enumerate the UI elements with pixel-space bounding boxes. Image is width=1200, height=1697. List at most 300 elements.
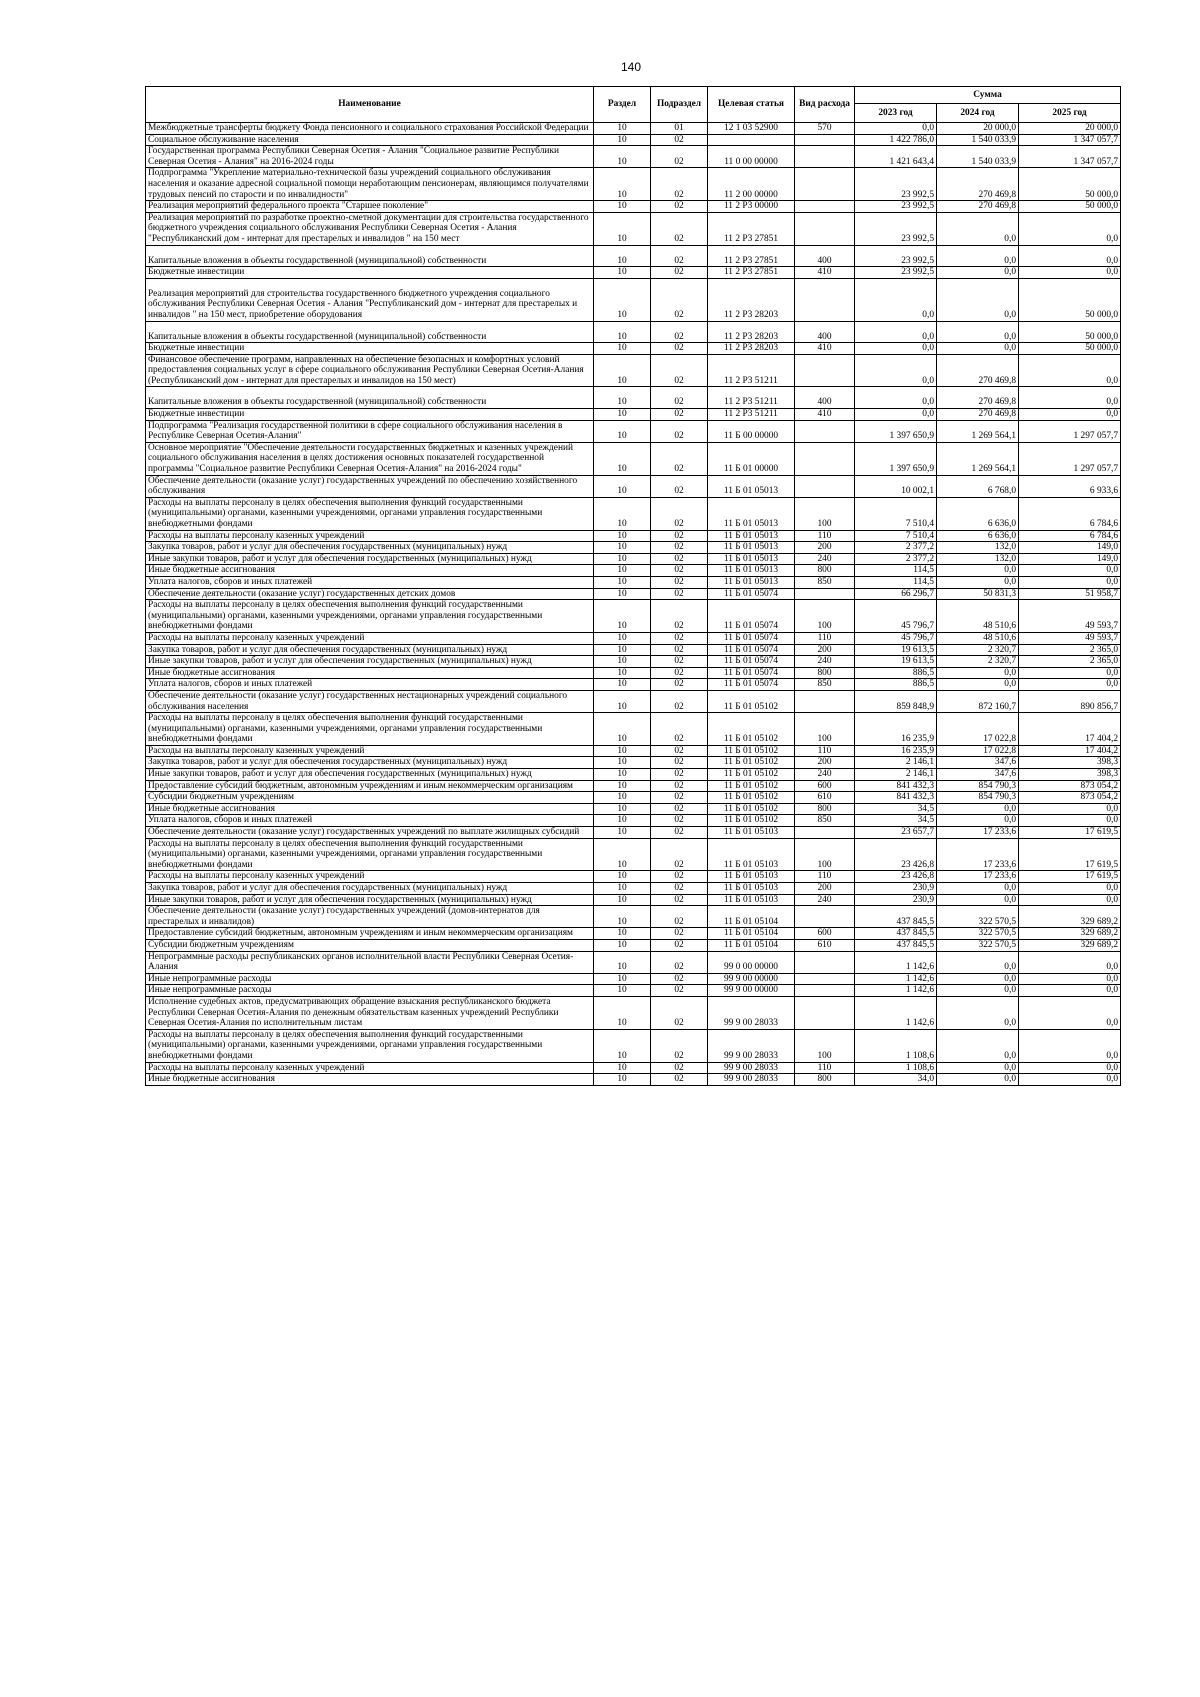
cell-podrazdel: 02 bbox=[651, 883, 708, 895]
cell-name: Субсидии бюджетным учреждениям bbox=[146, 939, 594, 951]
cell-2023: 23 992,5 bbox=[855, 201, 937, 213]
cell-2025: 0,0 bbox=[1019, 1062, 1121, 1074]
cell-2023: 19 613,5 bbox=[855, 644, 937, 656]
cell-2023: 1 397 650,9 bbox=[855, 420, 937, 442]
cell-2025: 0,0 bbox=[1019, 565, 1121, 577]
cell-podrazdel: 02 bbox=[651, 769, 708, 781]
cell-podrazdel: 02 bbox=[651, 679, 708, 691]
cell-vid: 400 bbox=[795, 387, 855, 409]
cell-2024: 0,0 bbox=[937, 1074, 1019, 1086]
cell-vid bbox=[795, 168, 855, 201]
table-row bbox=[146, 632, 1121, 644]
cell-2023: 886,5 bbox=[855, 667, 937, 679]
table-row bbox=[146, 442, 1121, 475]
cell-podrazdel: 02 bbox=[651, 278, 708, 321]
header-vid: Вид расхода bbox=[795, 87, 855, 123]
table-row bbox=[146, 656, 1121, 668]
cell-2025: 6 933,6 bbox=[1019, 475, 1121, 497]
cell-razdel: 10 bbox=[594, 134, 651, 146]
cell-vid bbox=[795, 588, 855, 600]
cell-podrazdel: 02 bbox=[651, 632, 708, 644]
cell-2025: 0,0 bbox=[1019, 667, 1121, 679]
cell-article: 11 Б 01 05102 bbox=[708, 757, 795, 769]
cell-vid: 200 bbox=[795, 757, 855, 769]
table-row bbox=[146, 939, 1121, 951]
cell-article: 99 9 00 28033 bbox=[708, 1074, 795, 1086]
cell-article: 11 Б 01 05102 bbox=[708, 792, 795, 804]
table-row bbox=[146, 134, 1121, 146]
cell-vid: 400 bbox=[795, 245, 855, 267]
cell-2023: 1 108,6 bbox=[855, 1062, 937, 1074]
cell-podrazdel: 02 bbox=[651, 343, 708, 355]
cell-razdel: 10 bbox=[594, 212, 651, 245]
cell-2025: 0,0 bbox=[1019, 245, 1121, 267]
cell-razdel: 10 bbox=[594, 278, 651, 321]
cell-podrazdel: 02 bbox=[651, 827, 708, 839]
cell-2023: 23 992,5 bbox=[855, 212, 937, 245]
cell-2025: 0,0 bbox=[1019, 985, 1121, 997]
table-row bbox=[146, 792, 1121, 804]
cell-name: Иные бюджетные ассигнования bbox=[146, 803, 594, 815]
cell-2024: 1 269 564,1 bbox=[937, 442, 1019, 475]
cell-vid: 200 bbox=[795, 542, 855, 554]
cell-2025: 1 347 057,7 bbox=[1019, 146, 1121, 168]
table-row bbox=[146, 883, 1121, 895]
cell-name: Закупка товаров, работ и услуг для обеспечения государственных (муниципальных) нужд bbox=[146, 883, 594, 895]
cell-vid: 240 bbox=[795, 769, 855, 781]
cell-name: Расходы на выплаты персоналу казенных учреждений bbox=[146, 1062, 594, 1074]
cell-article: 11 Б 01 05013 bbox=[708, 497, 795, 530]
cell-article: 11 Б 00 00000 bbox=[708, 420, 795, 442]
cell-2025: 17 619,5 bbox=[1019, 871, 1121, 883]
table-row bbox=[146, 576, 1121, 588]
table-row bbox=[146, 827, 1121, 839]
cell-article: 11 Б 01 05104 bbox=[708, 928, 795, 940]
cell-2023: 1 108,6 bbox=[855, 1029, 937, 1062]
cell-2023: 114,5 bbox=[855, 565, 937, 577]
cell-podrazdel: 02 bbox=[651, 973, 708, 985]
cell-2025: 1 297 057,7 bbox=[1019, 442, 1121, 475]
cell-podrazdel: 02 bbox=[651, 644, 708, 656]
cell-2024: 0,0 bbox=[937, 576, 1019, 588]
cell-article: 11 Б 01 05103 bbox=[708, 894, 795, 906]
cell-vid: 610 bbox=[795, 792, 855, 804]
cell-2023: 1 142,6 bbox=[855, 996, 937, 1029]
cell-2023: 1 421 643,4 bbox=[855, 146, 937, 168]
cell-2025: 0,0 bbox=[1019, 951, 1121, 973]
cell-podrazdel: 02 bbox=[651, 815, 708, 827]
cell-2023: 2 146,1 bbox=[855, 769, 937, 781]
table-row bbox=[146, 267, 1121, 279]
cell-razdel: 10 bbox=[594, 1074, 651, 1086]
cell-2025: 149,0 bbox=[1019, 542, 1121, 554]
table-row bbox=[146, 667, 1121, 679]
cell-name: Расходы на выплаты персоналу казенных учреждений bbox=[146, 871, 594, 883]
cell-2024: 0,0 bbox=[937, 278, 1019, 321]
cell-vid: 100 bbox=[795, 600, 855, 633]
cell-2025: 17 404,2 bbox=[1019, 745, 1121, 757]
cell-vid: 800 bbox=[795, 803, 855, 815]
cell-name: Расходы на выплаты персоналу в целях обеспечения выполнения функций государственными (муниципальными) органами, казенными учреждениями, органами управления государственными внебюджетными фондами bbox=[146, 1029, 594, 1062]
cell-razdel: 10 bbox=[594, 588, 651, 600]
cell-name: Государственная программа Республики Северная Осетия - Алания "Социальное развитие Республики Северная Осетия - Алания" на 2016-2024 годы bbox=[146, 146, 594, 168]
table-row bbox=[146, 1074, 1121, 1086]
cell-2023: 0,0 bbox=[855, 387, 937, 409]
cell-podrazdel: 02 bbox=[651, 906, 708, 928]
cell-2024: 270 469,8 bbox=[937, 168, 1019, 201]
cell-article: 11 Б 01 05103 bbox=[708, 827, 795, 839]
cell-podrazdel: 02 bbox=[651, 939, 708, 951]
cell-name: Социальное обслуживание населения bbox=[146, 134, 594, 146]
cell-2025: 329 689,2 bbox=[1019, 939, 1121, 951]
cell-vid: 800 bbox=[795, 565, 855, 577]
cell-2024: 2 320,7 bbox=[937, 656, 1019, 668]
cell-name: Иные закупки товаров, работ и услуг для обеспечения государственных (муниципальных) нужд bbox=[146, 894, 594, 906]
cell-name: Капитальные вложения в объекты государственной (муниципальной) собственности bbox=[146, 321, 594, 343]
cell-name: Межбюджетные трансферты бюджету Фонда пенсионного и социального страхования Российской Федерации bbox=[146, 123, 594, 135]
cell-name: Бюджетные инвестиции bbox=[146, 409, 594, 421]
cell-vid bbox=[795, 996, 855, 1029]
cell-podrazdel: 02 bbox=[651, 321, 708, 343]
cell-razdel: 10 bbox=[594, 321, 651, 343]
cell-name: Обеспечение деятельности (оказание услуг) государственных учреждений по обеспечению хозяйственного обслуживания bbox=[146, 475, 594, 497]
cell-name: Уплата налогов, сборов и иных платежей bbox=[146, 815, 594, 827]
cell-2024: 270 469,8 bbox=[937, 201, 1019, 213]
table-row bbox=[146, 530, 1121, 542]
cell-2025: 0,0 bbox=[1019, 883, 1121, 895]
cell-podrazdel: 02 bbox=[651, 745, 708, 757]
cell-name: Обеспечение деятельности (оказание услуг) государственных нестационарных учреждений социального обслуживания населения bbox=[146, 690, 594, 712]
cell-razdel: 10 bbox=[594, 690, 651, 712]
cell-vid bbox=[795, 690, 855, 712]
cell-razdel: 10 bbox=[594, 815, 651, 827]
cell-razdel: 10 bbox=[594, 542, 651, 554]
cell-2023: 0,0 bbox=[855, 123, 937, 135]
cell-podrazdel: 02 bbox=[651, 475, 708, 497]
cell-2023: 66 296,7 bbox=[855, 588, 937, 600]
cell-name: Субсидии бюджетным учреждениям bbox=[146, 792, 594, 804]
cell-article: 11 2 P3 51211 bbox=[708, 354, 795, 387]
cell-razdel: 10 bbox=[594, 757, 651, 769]
cell-vid bbox=[795, 354, 855, 387]
cell-razdel: 10 bbox=[594, 420, 651, 442]
cell-2023: 230,9 bbox=[855, 894, 937, 906]
cell-2023: 16 235,9 bbox=[855, 713, 937, 746]
cell-podrazdel: 02 bbox=[651, 600, 708, 633]
cell-podrazdel: 02 bbox=[651, 409, 708, 421]
cell-2023: 0,0 bbox=[855, 321, 937, 343]
cell-2025: 49 593,7 bbox=[1019, 632, 1121, 644]
cell-article: 11 2 00 00000 bbox=[708, 168, 795, 201]
cell-razdel: 10 bbox=[594, 769, 651, 781]
cell-vid bbox=[795, 212, 855, 245]
cell-razdel: 10 bbox=[594, 906, 651, 928]
cell-vid bbox=[795, 420, 855, 442]
cell-name: Непрограммные расходы республиканских органов исполнительной власти Республики Северная Осетия-Алания bbox=[146, 951, 594, 973]
cell-2023: 859 848,9 bbox=[855, 690, 937, 712]
cell-name: Реализация мероприятий для строительства государственного бюджетного учреждения социального обслуживания Республики Северная Осетия - Алания "Республиканский дом - интернат для престарелых и инвалидов " на 150 мест, приобретение оборудования bbox=[146, 278, 594, 321]
table-row bbox=[146, 803, 1121, 815]
cell-2023: 437 845,5 bbox=[855, 939, 937, 951]
cell-article: 11 Б 01 05104 bbox=[708, 906, 795, 928]
cell-article: 12 1 03 52900 bbox=[708, 123, 795, 135]
table-row bbox=[146, 409, 1121, 421]
cell-2023: 2 377,2 bbox=[855, 553, 937, 565]
cell-podrazdel: 02 bbox=[651, 1029, 708, 1062]
cell-2023: 114,5 bbox=[855, 576, 937, 588]
cell-2025: 0,0 bbox=[1019, 996, 1121, 1029]
cell-2023: 45 796,7 bbox=[855, 600, 937, 633]
table-row bbox=[146, 475, 1121, 497]
table-row bbox=[146, 815, 1121, 827]
cell-vid: 850 bbox=[795, 576, 855, 588]
page-number: 140 bbox=[620, 60, 642, 74]
cell-2023: 23 426,8 bbox=[855, 838, 937, 871]
cell-2024: 17 233,6 bbox=[937, 871, 1019, 883]
cell-2025: 149,0 bbox=[1019, 553, 1121, 565]
cell-name: Реализация мероприятий по разработке проектно-сметной документации для строительства государственного бюджетного учреждения социального обслуживания Республики Северная Осетия - Алания "Республиканский дом - интернат для престарелых и инвалидов " на 150 мест bbox=[146, 212, 594, 245]
cell-vid: 410 bbox=[795, 409, 855, 421]
cell-vid bbox=[795, 475, 855, 497]
cell-article: 11 Б 01 05013 bbox=[708, 542, 795, 554]
cell-2024: 322 570,5 bbox=[937, 928, 1019, 940]
cell-article: 11 Б 01 05013 bbox=[708, 475, 795, 497]
cell-razdel: 10 bbox=[594, 354, 651, 387]
cell-2025: 17 619,5 bbox=[1019, 838, 1121, 871]
cell-2025: 329 689,2 bbox=[1019, 906, 1121, 928]
cell-vid: 100 bbox=[795, 497, 855, 530]
cell-2025: 50 000,0 bbox=[1019, 168, 1121, 201]
table-row bbox=[146, 343, 1121, 355]
cell-2023: 23 657,7 bbox=[855, 827, 937, 839]
cell-article: 11 Б 01 05013 bbox=[708, 565, 795, 577]
table-body bbox=[146, 123, 1121, 1086]
cell-razdel: 10 bbox=[594, 123, 651, 135]
cell-razdel: 10 bbox=[594, 985, 651, 997]
table-row bbox=[146, 497, 1121, 530]
cell-podrazdel: 02 bbox=[651, 838, 708, 871]
cell-vid: 610 bbox=[795, 939, 855, 951]
cell-2025: 398,3 bbox=[1019, 769, 1121, 781]
cell-article: 11 Б 01 05102 bbox=[708, 780, 795, 792]
cell-podrazdel: 02 bbox=[651, 951, 708, 973]
table-row bbox=[146, 553, 1121, 565]
cell-razdel: 10 bbox=[594, 939, 651, 951]
cell-vid: 240 bbox=[795, 894, 855, 906]
cell-razdel: 10 bbox=[594, 871, 651, 883]
cell-2024: 17 022,8 bbox=[937, 713, 1019, 746]
cell-2023: 841 432,3 bbox=[855, 792, 937, 804]
cell-razdel: 10 bbox=[594, 656, 651, 668]
cell-vid bbox=[795, 827, 855, 839]
cell-vid: 850 bbox=[795, 679, 855, 691]
cell-2023: 1 142,6 bbox=[855, 951, 937, 973]
cell-article: 11 2 P3 27851 bbox=[708, 212, 795, 245]
cell-2024: 17 022,8 bbox=[937, 745, 1019, 757]
cell-razdel: 10 bbox=[594, 951, 651, 973]
cell-article: 11 Б 01 05104 bbox=[708, 939, 795, 951]
cell-article: 11 Б 01 05013 bbox=[708, 576, 795, 588]
cell-2023: 16 235,9 bbox=[855, 745, 937, 757]
cell-2023: 0,0 bbox=[855, 409, 937, 421]
cell-2025: 51 958,7 bbox=[1019, 588, 1121, 600]
table-row bbox=[146, 996, 1121, 1029]
cell-podrazdel: 02 bbox=[651, 780, 708, 792]
cell-vid: 600 bbox=[795, 780, 855, 792]
cell-2024: 50 831,3 bbox=[937, 588, 1019, 600]
cell-article: 11 2 P3 51211 bbox=[708, 387, 795, 409]
header-article: Целевая статья bbox=[708, 87, 795, 123]
cell-vid: 100 bbox=[795, 838, 855, 871]
cell-podrazdel: 02 bbox=[651, 757, 708, 769]
cell-vid bbox=[795, 985, 855, 997]
cell-razdel: 10 bbox=[594, 792, 651, 804]
cell-article: 11 Б 01 05074 bbox=[708, 588, 795, 600]
cell-article: 11 0 00 00000 bbox=[708, 146, 795, 168]
cell-podrazdel: 02 bbox=[651, 387, 708, 409]
cell-2024: 0,0 bbox=[937, 321, 1019, 343]
cell-2024: 0,0 bbox=[937, 679, 1019, 691]
cell-vid bbox=[795, 442, 855, 475]
cell-name: Уплата налогов, сборов и иных платежей bbox=[146, 679, 594, 691]
cell-2023: 23 992,5 bbox=[855, 267, 937, 279]
cell-2023: 437 845,5 bbox=[855, 928, 937, 940]
table-row bbox=[146, 1029, 1121, 1062]
cell-2024: 0,0 bbox=[937, 894, 1019, 906]
cell-2025: 1 347 057,7 bbox=[1019, 134, 1121, 146]
cell-podrazdel: 02 bbox=[651, 245, 708, 267]
cell-2024: 270 469,8 bbox=[937, 409, 1019, 421]
cell-2023: 23 992,5 bbox=[855, 168, 937, 201]
cell-2025: 329 689,2 bbox=[1019, 928, 1121, 940]
cell-article: 99 9 00 00000 bbox=[708, 973, 795, 985]
cell-name: Расходы на выплаты персоналу казенных учреждений bbox=[146, 745, 594, 757]
table-row bbox=[146, 679, 1121, 691]
cell-podrazdel: 02 bbox=[651, 530, 708, 542]
cell-podrazdel: 02 bbox=[651, 803, 708, 815]
cell-razdel: 10 bbox=[594, 343, 651, 355]
cell-razdel: 10 bbox=[594, 442, 651, 475]
cell-podrazdel: 02 bbox=[651, 576, 708, 588]
cell-2023: 0,0 bbox=[855, 278, 937, 321]
cell-2024: 0,0 bbox=[937, 951, 1019, 973]
cell-2025: 6 784,6 bbox=[1019, 530, 1121, 542]
cell-podrazdel: 02 bbox=[651, 996, 708, 1029]
cell-razdel: 10 bbox=[594, 168, 651, 201]
cell-2024: 322 570,5 bbox=[937, 939, 1019, 951]
cell-2025: 0,0 bbox=[1019, 815, 1121, 827]
cell-podrazdel: 02 bbox=[651, 497, 708, 530]
cell-name: Иные закупки товаров, работ и услуг для обеспечения государственных (муниципальных) нужд bbox=[146, 656, 594, 668]
cell-vid: 240 bbox=[795, 553, 855, 565]
cell-2023: 10 002,1 bbox=[855, 475, 937, 497]
cell-vid: 800 bbox=[795, 667, 855, 679]
cell-2025: 0,0 bbox=[1019, 1029, 1121, 1062]
cell-2024: 6 768,0 bbox=[937, 475, 1019, 497]
cell-2024: 0,0 bbox=[937, 803, 1019, 815]
cell-2023: 1 142,6 bbox=[855, 973, 937, 985]
cell-2025: 2 365,0 bbox=[1019, 656, 1121, 668]
cell-name: Расходы на выплаты персоналу в целях обеспечения выполнения функций государственными (муниципальными) органами, казенными учреждениями, органами управления государственными внебюджетными фондами bbox=[146, 838, 594, 871]
cell-name: Капитальные вложения в объекты государственной (муниципальной) собственности bbox=[146, 387, 594, 409]
cell-2025: 0,0 bbox=[1019, 973, 1121, 985]
cell-2025: 20 000,0 bbox=[1019, 123, 1121, 135]
cell-2025: 50 000,0 bbox=[1019, 343, 1121, 355]
cell-razdel: 10 bbox=[594, 827, 651, 839]
cell-article: 11 2 P3 27851 bbox=[708, 267, 795, 279]
cell-podrazdel: 02 bbox=[651, 201, 708, 213]
cell-razdel: 10 bbox=[594, 894, 651, 906]
header-name: Наименование bbox=[146, 87, 594, 123]
cell-razdel: 10 bbox=[594, 928, 651, 940]
cell-2024: 270 469,8 bbox=[937, 387, 1019, 409]
cell-podrazdel: 02 bbox=[651, 1062, 708, 1074]
cell-podrazdel: 02 bbox=[651, 146, 708, 168]
cell-2024: 872 160,7 bbox=[937, 690, 1019, 712]
table-row bbox=[146, 420, 1121, 442]
header-razdel: Раздел bbox=[594, 87, 651, 123]
cell-vid: 110 bbox=[795, 632, 855, 644]
cell-vid: 110 bbox=[795, 745, 855, 757]
cell-vid bbox=[795, 146, 855, 168]
cell-2024: 17 233,6 bbox=[937, 827, 1019, 839]
cell-2024: 854 790,3 bbox=[937, 792, 1019, 804]
cell-name: Закупка товаров, работ и услуг для обеспечения государственных (муниципальных) нужд bbox=[146, 542, 594, 554]
cell-vid: 800 bbox=[795, 1074, 855, 1086]
table-row bbox=[146, 565, 1121, 577]
cell-razdel: 10 bbox=[594, 713, 651, 746]
cell-vid: 850 bbox=[795, 815, 855, 827]
cell-vid: 100 bbox=[795, 1029, 855, 1062]
cell-podrazdel: 02 bbox=[651, 690, 708, 712]
cell-vid: 110 bbox=[795, 530, 855, 542]
cell-article: 11 Б 01 05102 bbox=[708, 815, 795, 827]
cell-article: 99 9 00 28033 bbox=[708, 1029, 795, 1062]
cell-2024: 0,0 bbox=[937, 883, 1019, 895]
cell-podrazdel: 02 bbox=[651, 656, 708, 668]
table-row bbox=[146, 1062, 1121, 1074]
cell-podrazdel: 02 bbox=[651, 928, 708, 940]
cell-2025: 49 593,7 bbox=[1019, 600, 1121, 633]
cell-2025: 890 856,7 bbox=[1019, 690, 1121, 712]
cell-article: 11 Б 01 05102 bbox=[708, 713, 795, 746]
cell-2025: 50 000,0 bbox=[1019, 201, 1121, 213]
cell-2025: 0,0 bbox=[1019, 894, 1121, 906]
cell-vid bbox=[795, 278, 855, 321]
cell-podrazdel: 02 bbox=[651, 871, 708, 883]
cell-razdel: 10 bbox=[594, 576, 651, 588]
cell-2025: 873 054,2 bbox=[1019, 792, 1121, 804]
table-row bbox=[146, 838, 1121, 871]
cell-razdel: 10 bbox=[594, 245, 651, 267]
cell-name: Расходы на выплаты персоналу в целях обеспечения выполнения функций государственными (муниципальными) органами, казенными учреждениями, органами управления государственными внебюджетными фондами bbox=[146, 600, 594, 633]
cell-vid bbox=[795, 906, 855, 928]
cell-podrazdel: 02 bbox=[651, 1074, 708, 1086]
cell-podrazdel: 02 bbox=[651, 542, 708, 554]
cell-podrazdel: 02 bbox=[651, 267, 708, 279]
cell-vid: 110 bbox=[795, 1062, 855, 1074]
table-row bbox=[146, 123, 1121, 135]
budget-table bbox=[145, 86, 1121, 1086]
cell-2023: 7 510,4 bbox=[855, 530, 937, 542]
cell-2023: 7 510,4 bbox=[855, 497, 937, 530]
cell-article: 99 9 00 28033 bbox=[708, 1062, 795, 1074]
cell-razdel: 10 bbox=[594, 600, 651, 633]
cell-article: 11 Б 01 05102 bbox=[708, 803, 795, 815]
cell-podrazdel: 02 bbox=[651, 565, 708, 577]
cell-2023: 1 422 786,0 bbox=[855, 134, 937, 146]
table-row bbox=[146, 985, 1121, 997]
